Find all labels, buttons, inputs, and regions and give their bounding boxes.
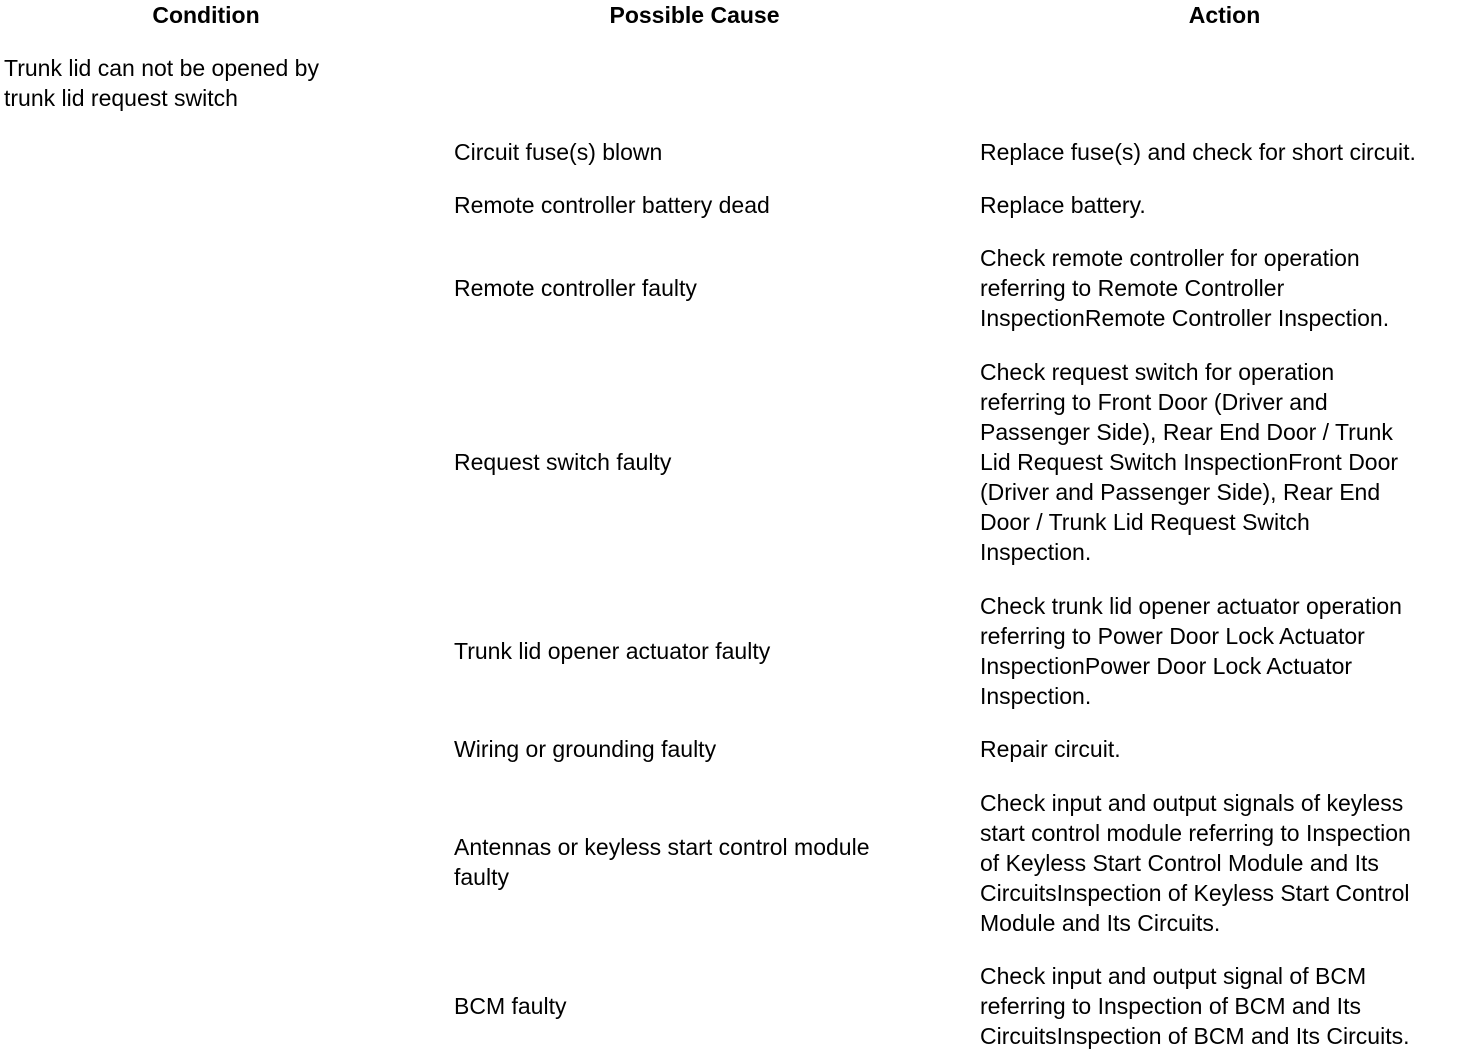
cause-cell xyxy=(454,734,954,764)
action-line: start control module referring to Inspection xyxy=(980,820,1411,846)
action-line: InspectionRemote Controller Inspection. xyxy=(980,305,1390,331)
cause-cell xyxy=(454,447,954,477)
action-line: Check input and output signal of BCM xyxy=(980,963,1367,989)
condition-cell xyxy=(4,53,404,113)
header-condition: Condition xyxy=(152,2,260,28)
action-line: Passenger Side), Rear End Door / Trunk xyxy=(980,419,1393,445)
cause-line: Wiring or grounding faulty xyxy=(454,736,717,762)
action-line: Replace fuse(s) and check for short circuit. xyxy=(980,139,1416,165)
table-row xyxy=(0,190,1472,220)
action-line: referring to Inspection of BCM and Its xyxy=(980,993,1361,1019)
condition-line: trunk lid request switch xyxy=(4,85,238,111)
action-cell xyxy=(980,243,1470,333)
action-cell xyxy=(980,961,1470,1051)
header-action: Action xyxy=(1188,2,1261,28)
action-line: InspectionPower Door Lock Actuator xyxy=(980,653,1353,679)
action-cell xyxy=(980,190,1470,220)
cause-cell xyxy=(454,137,954,167)
table-row xyxy=(0,243,1472,333)
action-line: of Keyless Start Control Module and Its xyxy=(980,850,1379,876)
cause-line: Remote controller faulty xyxy=(454,275,697,301)
cause-cell xyxy=(454,190,954,220)
action-cell xyxy=(980,788,1470,938)
action-line: Lid Request Switch InspectionFront Door xyxy=(980,449,1399,475)
action-line: Check trunk lid opener actuator operation xyxy=(980,593,1402,619)
action-line: Repair circuit. xyxy=(980,736,1121,762)
action-line: Check request switch for operation xyxy=(980,359,1335,385)
action-line: referring to Front Door (Driver and xyxy=(980,389,1328,415)
action-line: referring to Remote Controller xyxy=(980,275,1285,301)
action-line: Inspection. xyxy=(980,683,1092,709)
action-cell xyxy=(980,137,1470,167)
table-row xyxy=(0,734,1472,764)
action-line: referring to Power Door Lock Actuator xyxy=(980,623,1365,649)
cause-line: Trunk lid opener actuator faulty xyxy=(454,638,771,664)
action-line: Door / Trunk Lid Request Switch xyxy=(980,509,1310,535)
action-line: (Driver and Passenger Side), Rear End xyxy=(980,479,1381,505)
table-row xyxy=(0,961,1472,1051)
cause-cell xyxy=(454,832,954,892)
action-line: Check input and output signals of keyless xyxy=(980,790,1404,816)
action-cell xyxy=(980,734,1470,764)
table-row xyxy=(0,591,1472,711)
action-line: Module and Its Circuits. xyxy=(980,910,1221,936)
cause-line: Request switch faulty xyxy=(454,449,672,475)
cause-cell xyxy=(454,991,954,1021)
cause-cell xyxy=(454,273,954,303)
header-possible-cause: Possible Cause xyxy=(609,2,780,28)
action-line: CircuitsInspection of Keyless Start Control xyxy=(980,880,1410,906)
cause-line: Antennas or keyless start control module xyxy=(454,834,870,860)
action-line: CircuitsInspection of BCM and Its Circuits. xyxy=(980,1023,1410,1049)
condition-line: Trunk lid can not be opened by xyxy=(4,55,319,81)
action-line: Replace battery. xyxy=(980,192,1146,218)
cause-cell xyxy=(454,636,954,666)
cause-line: Circuit fuse(s) blown xyxy=(454,139,663,165)
table-row xyxy=(0,357,1472,567)
cause-line: BCM faulty xyxy=(454,993,567,1019)
action-cell xyxy=(980,591,1470,711)
table-row xyxy=(0,788,1472,938)
table-row xyxy=(0,137,1472,167)
action-cell xyxy=(980,357,1470,567)
action-line: Inspection. xyxy=(980,539,1092,565)
cause-line: faulty xyxy=(454,864,509,890)
cause-line: Remote controller battery dead xyxy=(454,192,770,218)
action-line: Check remote controller for operation xyxy=(980,245,1360,271)
